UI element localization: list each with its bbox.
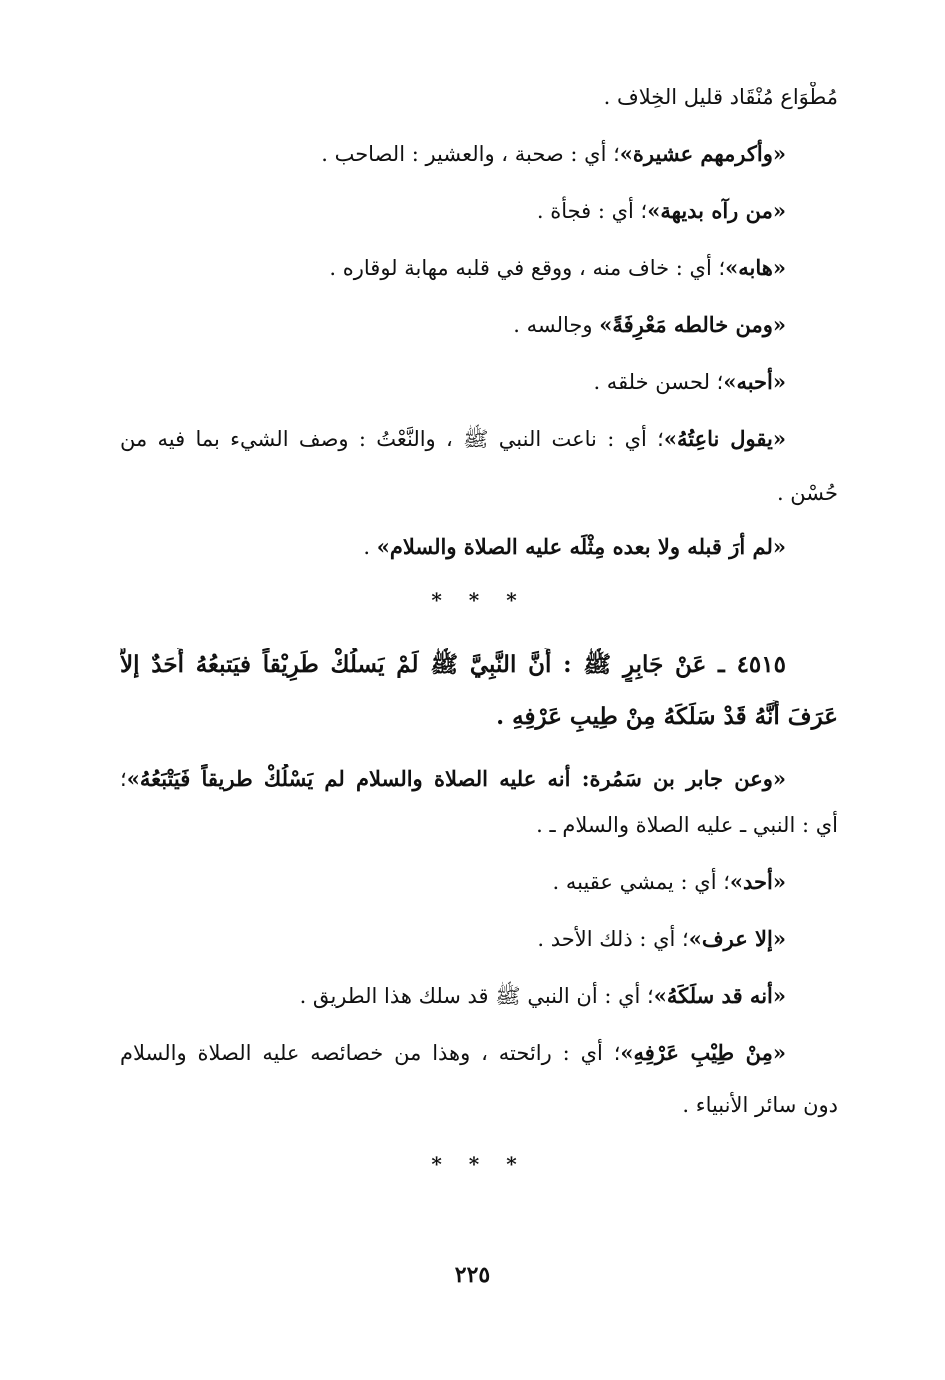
quoted-term: «من رآه بديهة» — [647, 198, 786, 223]
text-line — [120, 924, 838, 954]
line-text: دون سائر الأنبياء . — [682, 1093, 838, 1117]
line-text: وجالسه . — [513, 313, 600, 337]
text-line — [120, 82, 838, 112]
quoted-term: «أحد» — [729, 869, 786, 894]
page-number: ٢٢٥ — [454, 1262, 491, 1288]
line-text: ؛ أي : فجأة . — [536, 199, 648, 223]
line-text: . — [363, 535, 377, 559]
hadith-line: عَرَفَ أَنَّهُ قَدْ سَلَكَهُ مِنْ طِيبِ عَرْفِهِ . — [496, 703, 838, 730]
quoted-term: «لم أرَ قبله ولا بعده مِثْلَه عليه الصلاة والسلام» — [376, 534, 786, 559]
line-text: ؛ — [120, 767, 127, 791]
text-line — [120, 867, 838, 897]
text-line — [120, 367, 838, 397]
text-line — [120, 1090, 838, 1120]
quoted-term: «وعن جابر بن سَمُرة: أنه عليه الصلاة والسلام لم يَسْلُكْ طريقاً فَيَتْبَعُهُ» — [126, 766, 787, 791]
page-body — [120, 82, 838, 1176]
line-text: ؛ أي : رائحته ، وهذا من خصائصه عليه الصلاة والسلام — [120, 1041, 621, 1065]
line-text: ؛ أي : يمشي عقيبه . — [552, 870, 730, 894]
text-line — [120, 532, 838, 562]
text-line — [120, 310, 838, 340]
quoted-term: «هابه» — [725, 255, 786, 280]
quoted-term: «ومن خالطه مَعْرِفَةً» — [599, 312, 786, 337]
section-separator: * * * — [431, 1152, 527, 1176]
text-line — [120, 1038, 838, 1068]
quoted-term: «أحبه» — [723, 369, 786, 394]
line-text: ؛ أي : صحبة ، والعشير : الصاحب . — [321, 142, 620, 166]
text-line — [120, 764, 838, 794]
quoted-term: «يقول ناعِتُهُ» — [663, 426, 786, 451]
section-separator: * * * — [431, 588, 527, 612]
quoted-term: «إلا عرف» — [688, 926, 786, 951]
line-text: ؛ أي : ناعت النبي ﷺ ، والنَّعْتُ : وصف الشيء بما فيه من — [120, 427, 664, 451]
line-text: مُطْوَاع مُنْقَاد قليل الخِلاف . — [603, 85, 838, 109]
line-text: ؛ أي : خاف منه ، ووقع في قلبه مهابة لوقاره . — [329, 256, 726, 280]
line-text: ؛ أي : أن النبي ﷺ قد سلك هذا الطريق . — [299, 984, 654, 1008]
text-line — [120, 253, 838, 283]
text-line — [120, 810, 838, 840]
text-line — [120, 981, 838, 1011]
line-text: ؛ أي : ذلك الأحد . — [537, 927, 689, 951]
text-line — [120, 478, 838, 508]
line-text: حُسْن . — [776, 481, 838, 505]
text-line — [120, 139, 838, 169]
line-text: أي : النبي ـ عليه الصلاة والسلام ـ . — [536, 813, 838, 837]
quoted-term: «وأكرمهم عشيرة» — [619, 141, 786, 166]
quoted-term: «أنه قد سلَكَهُ» — [653, 983, 786, 1008]
hadith-line: ٤٥١٥ ـ عَنْ جَابِرٍ ﷺ : أَنَّ النَّبِيَّ ﷺ لَمْ يَسلُكْ طَرِيْقاً فيَتبعُهُ أَحَدٌ إلاَّ — [120, 651, 786, 678]
text-line — [120, 424, 838, 454]
line-text: ؛ لحسن خلقه . — [593, 370, 724, 394]
quoted-term: «مِنْ طِيْبِ عَرْفِهِ» — [620, 1040, 786, 1065]
text-line — [120, 196, 838, 226]
